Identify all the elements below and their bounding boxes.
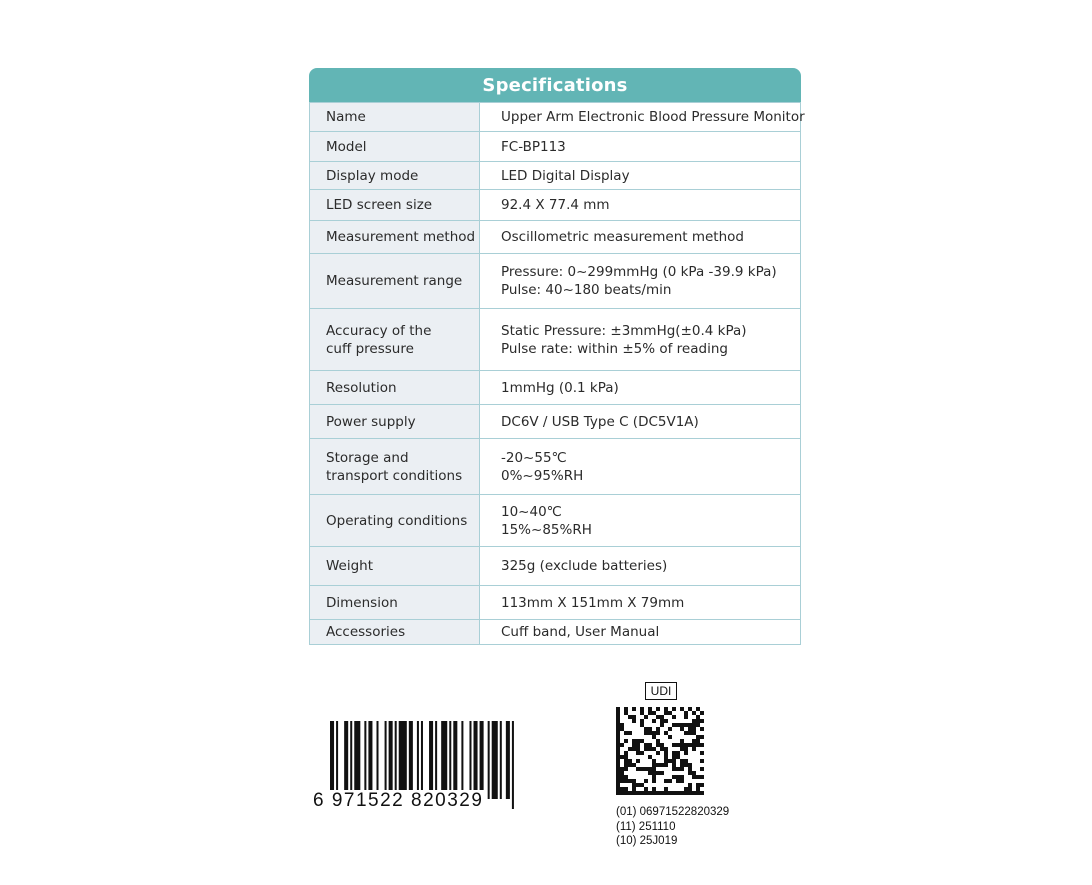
spec-value-line: 15%~85%RH [501,521,592,538]
spec-value [480,439,801,495]
spec-value-line: -20~55℃ [501,449,567,466]
spec-label-line: Dimension [326,594,398,611]
spec-label [310,103,480,132]
spec-row [310,190,801,221]
spec-value [480,586,801,620]
spec-value-line: DC6V / USB Type C (DC5V1A) [501,413,699,430]
spec-label-line: Resolution [326,379,397,396]
spec-label [310,547,480,586]
spec-value-line: Oscillometric measurement method [501,229,744,245]
specifications-panel [309,68,805,645]
specifications-title: Specifications [309,68,801,102]
spec-label-line: Power supply [326,413,416,430]
spec-value-line: 92.4 X 77.4 mm [501,197,610,213]
spec-value-line: Upper Arm Electronic Blood Pressure Monitor [501,109,805,125]
udi-text [616,805,729,849]
spec-label [310,586,480,620]
spec-label-line: Display mode [326,167,419,184]
spec-row [310,620,801,645]
specifications-table [309,102,805,645]
udi-line-gtin: (01) 06971522820329 [616,806,730,818]
spec-label [310,221,480,254]
spec-label-line: Accuracy of the [326,322,432,339]
spec-label-line: Accessories [326,624,406,640]
udi-label: UDI [645,682,677,700]
spec-label [310,162,480,190]
udi-line-date: (11) 251110 [616,820,676,833]
spec-value-line: FC-BP113 [501,138,566,155]
spec-row [310,221,801,254]
spec-row [310,405,801,439]
spec-row [310,586,801,620]
spec-row [310,103,801,132]
spec-value [480,405,801,439]
spec-label [310,132,480,162]
spec-value [480,620,801,645]
spec-row [310,547,801,586]
spec-row [310,439,801,495]
spec-value-line: 325g (exclude batteries) [501,558,668,574]
spec-value [480,162,801,190]
spec-row [310,495,801,547]
spec-row [310,132,801,162]
ean-barcode [312,718,524,818]
spec-value-line: Pressure: 0~299mmHg (0 kPa -39.9 kPa) [501,264,777,280]
spec-label-line: Operating conditions [326,512,468,529]
spec-label [310,439,480,495]
spec-value [480,103,805,132]
spec-value [480,254,801,309]
spec-label-line: Name [326,109,366,125]
udi-line-lot: (10) 25J019 [616,835,678,847]
spec-label [310,254,480,309]
spec-label-line: cuff pressure [326,340,414,357]
spec-value-line: Static Pressure: ±3mmHg(±0.4 kPa) [501,322,747,339]
spec-label [310,190,480,221]
spec-value [480,495,801,547]
barcode-digits: 6 971522 820329 [313,790,484,811]
spec-row [310,162,801,190]
spec-value [480,371,801,405]
spec-label [310,405,480,439]
spec-value-line: Pulse: 40~180 beats/min [501,282,672,298]
spec-label-line: transport conditions [326,467,463,484]
spec-value-line: 10~40℃ [501,503,562,520]
spec-row [310,371,801,405]
spec-value [480,547,801,586]
spec-label-line: Measurement method [326,229,476,245]
spec-label [310,495,480,547]
spec-value-line: 0%~95%RH [501,467,584,484]
spec-row [310,309,801,371]
spec-value [480,190,801,221]
spec-value-line: 113mm X 151mm X 79mm [501,594,685,611]
spec-label-line: LED screen size [326,197,433,213]
spec-value-line: LED Digital Display [501,167,630,184]
spec-value [480,309,801,371]
spec-label [310,309,480,371]
spec-value-line: Cuff band, User Manual [501,624,660,640]
spec-label-line: Model [326,138,367,155]
spec-label [310,620,480,645]
spec-value-line: 1mmHg (0.1 kPa) [501,379,619,396]
datamatrix-code-icon [616,707,704,795]
spec-value [480,132,801,162]
spec-value [480,221,801,254]
spec-value-line: Pulse rate: within ±5% of reading [501,340,728,357]
spec-label-line: Storage and [326,449,409,466]
spec-label-line: Weight [326,558,374,574]
spec-label [310,371,480,405]
spec-label-line: Measurement range [326,273,463,289]
spec-row [310,254,801,309]
